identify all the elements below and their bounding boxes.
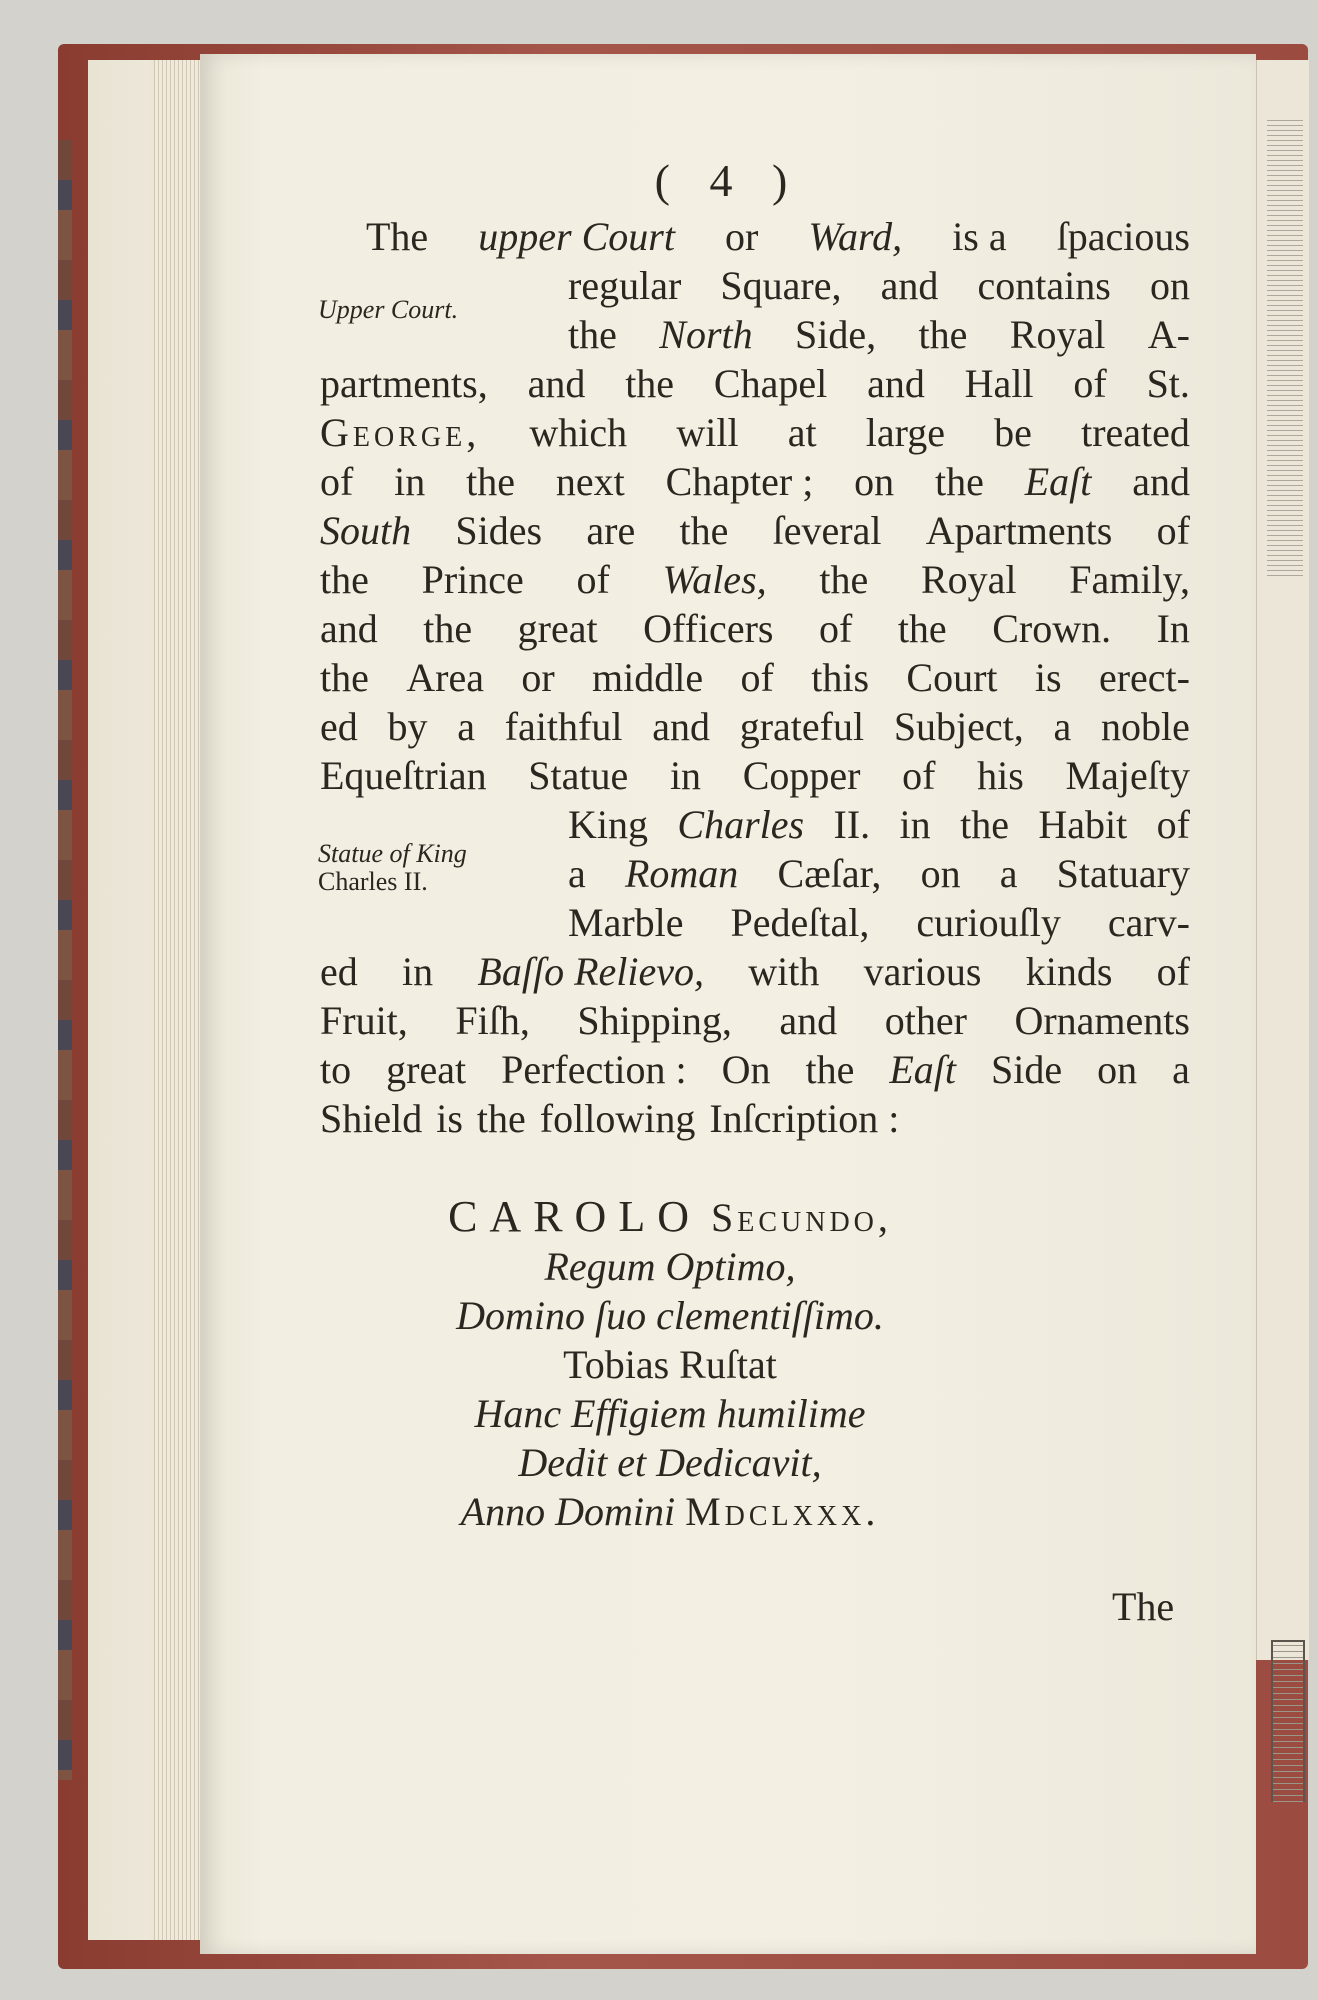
text-line [320,849,1190,898]
inscription-line-5: Hanc Effigiem humilime [474,1391,866,1436]
word: Prince [421,557,524,602]
inscription-year: Mdclxxx. [685,1489,880,1534]
word: the [918,312,968,357]
text-line [320,555,1190,604]
word: II. [833,802,871,847]
word: on [1149,263,1190,308]
word: on [1097,1047,1138,1092]
word: of [1156,802,1190,847]
word: or [725,214,759,259]
facing-page-edge [1256,60,1309,1660]
engraving-pillar [1271,1640,1305,1802]
word: the [679,508,729,553]
inscription-carolo: CAROLO [448,1192,701,1241]
text-line [320,996,1190,1045]
word: in [402,949,434,994]
word: George, [320,410,481,455]
word: by [387,704,428,749]
page-block-edge [88,60,200,1940]
word: in [669,753,702,798]
word: Hall [964,361,1034,406]
text-line [320,212,1190,261]
text-line [320,310,1190,359]
word: the [897,606,947,651]
word: various [863,949,982,994]
text-line [320,408,1190,457]
inscription-line-3: Domino ſuo clementiſſimo. [456,1293,884,1338]
word: which [529,410,628,455]
word: is a [952,214,1007,259]
word: at [787,410,817,455]
catchword: The [1112,1584,1175,1629]
word: South [320,508,412,553]
word: of [740,655,774,700]
word: Square, [720,263,842,308]
word: of [1156,949,1190,994]
word: Fiſh, [455,998,530,1043]
text-line [320,457,1190,506]
word: with [748,949,820,994]
word: ed [320,704,358,749]
word: contains [977,263,1111,308]
text-line [320,800,1190,849]
word: and [779,998,838,1043]
word: Officers [643,606,774,651]
inscription-anno-domini: Anno Domini [460,1489,676,1534]
word: Charles [677,802,805,847]
word: the [466,459,516,504]
word: this [811,655,870,700]
engraving-hatch [1267,120,1303,580]
word: Family, [1069,557,1190,602]
word: King [568,802,648,847]
word: of [576,557,610,602]
word: of [818,606,853,651]
word: Royal [920,557,1017,602]
word: next [555,459,625,504]
word: faithful [504,704,623,749]
text-line [320,261,1190,310]
word: Habit [1038,802,1128,847]
word: On [721,1047,771,1092]
word: the [960,802,1009,847]
word: grateful [739,704,865,749]
word: will [676,410,739,455]
word: the [805,1047,855,1092]
word: the [625,361,675,406]
margin-note-upper-court: Upper Court. [318,295,459,324]
word: a [1172,1047,1190,1092]
word: North [659,312,753,357]
word: of [320,459,354,504]
word: In [1156,606,1190,651]
word: following [539,1096,696,1141]
word: Side, [795,312,877,357]
word: noble [1101,704,1190,749]
word: be [994,410,1032,455]
word: regular [568,263,682,308]
word: Sides [455,508,543,553]
word: the [320,655,369,700]
text-line [320,1094,1190,1143]
word: Eaſt [1024,459,1092,504]
word: Eaſt [889,1047,957,1092]
word: or [521,655,555,700]
text-line [320,947,1190,996]
word: Majeſty [1065,753,1190,798]
inscription-line-1 [320,1192,1020,1242]
word: Chapter ; [665,459,814,504]
word: a [1053,704,1072,749]
word: and [652,704,710,749]
word: on [920,851,961,896]
word: Pedeſtal, [730,900,870,945]
word: are [586,508,636,553]
word: of [1156,508,1190,553]
text-line [320,359,1190,408]
word: Subject, [893,704,1024,749]
word: Wales, [662,557,767,602]
word: Royal [1009,312,1106,357]
word: is [436,1096,463,1141]
word: ſeveral [772,508,882,553]
text-line [320,653,1190,702]
word: upper Court [478,214,675,259]
word: Shield [320,1096,423,1141]
inscription-line-7 [320,1487,1020,1536]
word: kinds [1025,949,1113,994]
word: in [899,802,931,847]
word: St. [1146,361,1190,406]
word: and [1132,459,1190,504]
main-paragraph [320,212,1190,1143]
inscription-secundo: Secundo, [710,1195,892,1240]
inscription-block [320,1192,1020,1536]
word: Chapel [713,361,828,406]
word: the [320,557,369,602]
word: Area [406,655,484,700]
word: Roman [624,851,739,896]
word: the [568,312,617,357]
text-line [320,751,1190,800]
word: the [476,1096,526,1141]
word: and [320,606,378,651]
page-number: ( 4 ) [654,155,802,206]
word: Court [906,655,998,700]
word: The [366,214,429,259]
word: his [977,753,1024,798]
word: Perfection : [501,1047,687,1092]
word: Inſcription : [709,1096,900,1141]
word: and [527,361,586,406]
text-line [320,702,1190,751]
word: of [1073,361,1107,406]
inscription-line-2: Regum Optimo, [544,1244,796,1289]
word: Crown. [992,606,1112,651]
word: on [854,459,895,504]
word: the [819,557,869,602]
word: and [867,361,925,406]
word: partments, [320,361,488,406]
cover-spine [58,140,72,1780]
word: Copper [742,753,861,798]
text-line [320,898,1190,947]
word: and [880,263,939,308]
word: a [457,704,475,749]
word: Statue [528,753,629,798]
word: Cæſar, [777,851,882,896]
word: large [865,410,945,455]
word: a [999,851,1018,896]
word: of [902,753,936,798]
word: to [320,1047,352,1092]
word: the [935,459,984,504]
word: in [394,459,426,504]
margin-note-statue-line2: Charles II. [318,867,428,896]
word: Marble [568,900,684,945]
word: ed [320,949,358,994]
text-line [320,1045,1190,1094]
text-line [320,604,1190,653]
word: erect- [1098,655,1190,700]
word: the [423,606,473,651]
word: curiouſly [916,900,1061,945]
word: Statuary [1056,851,1190,896]
word: Ornaments [1014,998,1190,1043]
word: Side [991,1047,1063,1092]
word: other [884,998,967,1043]
word: Ward, [808,214,903,259]
word: is [1034,655,1062,700]
word: carv- [1107,900,1190,945]
word: great [517,606,598,651]
inscription-line-4: Tobias Ruſtat [563,1342,777,1387]
word: ſpacious [1056,214,1190,259]
text-line [320,506,1190,555]
word: a [568,851,586,896]
word: Fruit, [320,998,408,1043]
word: A- [1147,312,1190,357]
word: treated [1081,410,1190,455]
word: Equeſtrian [320,753,487,798]
word: Apartments [925,508,1113,553]
word: middle [592,655,704,700]
margin-note-statue-line1: Statue of King [318,839,467,868]
word: great [386,1047,467,1092]
word: Baſſo Relievo, [477,949,705,994]
word: Shipping, [577,998,732,1043]
inscription-line-6: Dedit et Dedicavit, [518,1440,822,1485]
